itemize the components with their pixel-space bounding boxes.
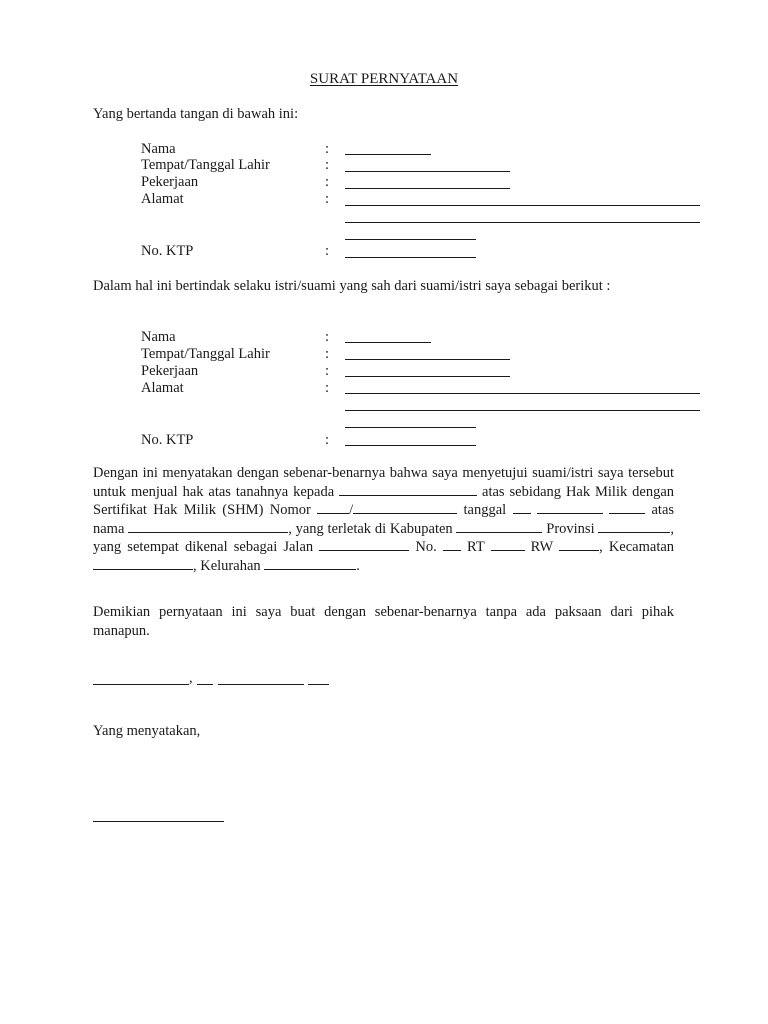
colon: :: [325, 346, 330, 362]
blank-alamat-2b[interactable]: [345, 410, 700, 411]
statement-text: atas nama: [93, 502, 675, 537]
blank-ttl-2[interactable]: [345, 359, 510, 360]
label-ktp-1: No. KTP: [141, 243, 194, 259]
blank-buyer[interactable]: [339, 494, 477, 496]
label-nama-2: Nama: [141, 329, 176, 345]
blank-alamat-1b[interactable]: [345, 222, 700, 223]
colon: :: [325, 432, 330, 448]
blank-provinsi[interactable]: [598, 531, 670, 533]
closing-paragraph: Demikian pernyataan ini saya buat dengan sebenar-benarnya tanpa ada paksaan dari pihak manapun.: [93, 604, 674, 639]
statement-text: atas sebidang Hak Milik dengan Sertifikat Hak Milik (SHM) Nomor: [93, 483, 675, 519]
blank-date-year[interactable]: [308, 684, 329, 685]
statement-paragraph: [93, 464, 674, 576]
blank-year[interactable]: [609, 512, 645, 514]
label-nama-1: Nama: [141, 141, 176, 157]
blank-date-day[interactable]: [197, 684, 213, 685]
signoff-text: Yang menyatakan,: [93, 723, 201, 739]
second-intro-text: Dalam hal ini bertindak selaku istri/suami yang sah dari suami/istri saya sebagai berikut :: [93, 278, 611, 294]
blank-alamat-1c[interactable]: [345, 239, 476, 240]
statement-text: tanggal: [463, 502, 507, 519]
label-ktp-2: No. KTP: [141, 432, 194, 448]
statement-text: , yang setempat dikenal sebagai Jalan: [93, 520, 674, 556]
statement-text: RT: [467, 539, 485, 556]
colon: :: [325, 191, 330, 207]
date-comma: ,: [189, 670, 193, 686]
statement-text: Dengan ini menyatakan dengan sebenar-benarnya bahwa saya menyetujui suami/istri saya tersebut untuk menjual hak atas tanahnya kepada: [93, 465, 674, 500]
blank-pekerjaan-1[interactable]: [345, 188, 510, 189]
blank-pekerjaan-2[interactable]: [345, 376, 510, 377]
colon: :: [325, 380, 330, 396]
blank-alamat-1a[interactable]: [345, 205, 700, 206]
colon: :: [325, 141, 330, 157]
page-title: SURAT PERNYATAAN: [309, 71, 459, 87]
blank-nama-1[interactable]: [345, 154, 431, 155]
label-alamat-2: Alamat: [141, 380, 184, 396]
colon: :: [325, 174, 330, 190]
statement-text: , yang terletak di Kabupaten: [288, 520, 453, 537]
blank-no[interactable]: [443, 549, 461, 551]
blank-kabupaten[interactable]: [456, 531, 542, 533]
label-pekerjaan-1: Pekerjaan: [141, 174, 199, 190]
blank-month[interactable]: [537, 512, 603, 514]
blank-kecamatan[interactable]: [93, 568, 193, 570]
blank-shm-number[interactable]: [317, 512, 349, 514]
blank-rw[interactable]: [559, 549, 599, 551]
colon: :: [325, 329, 330, 345]
blank-nama-2[interactable]: [345, 342, 431, 343]
blank-date-month[interactable]: [218, 684, 304, 685]
statement-text: Provinsi: [546, 520, 595, 537]
blank-ttl-1[interactable]: [345, 171, 510, 172]
statement-text: RW: [530, 539, 553, 556]
statement-text: No.: [415, 539, 437, 556]
blank-ktp-1[interactable]: [345, 257, 476, 258]
statement-text: , Kecamatan: [599, 539, 675, 556]
label-pekerjaan-2: Pekerjaan: [141, 363, 199, 379]
label-alamat-1: Alamat: [141, 191, 184, 207]
colon: :: [325, 243, 330, 259]
statement-text: /: [349, 502, 354, 519]
blank-place[interactable]: [93, 684, 189, 685]
blank-alamat-2c[interactable]: [345, 427, 476, 428]
label-ttl-2: Tempat/Tanggal Lahir: [141, 346, 270, 362]
statement-text: , Kelurahan: [193, 557, 261, 574]
colon: :: [325, 363, 330, 379]
blank-rt[interactable]: [491, 549, 525, 551]
blank-ktp-2[interactable]: [345, 445, 476, 446]
blank-owner-name[interactable]: [128, 531, 288, 533]
blank-alamat-2a[interactable]: [345, 393, 700, 394]
statement-text: .: [356, 557, 360, 574]
blank-day[interactable]: [513, 512, 531, 514]
colon: :: [325, 157, 330, 173]
signature-line[interactable]: [93, 821, 224, 822]
blank-kelurahan[interactable]: [264, 568, 356, 570]
label-ttl-1: Tempat/Tanggal Lahir: [141, 157, 270, 173]
intro-text: Yang bertanda tangan di bawah ini:: [93, 106, 299, 122]
blank-shm-year[interactable]: [353, 512, 457, 514]
blank-jalan[interactable]: [319, 549, 409, 551]
